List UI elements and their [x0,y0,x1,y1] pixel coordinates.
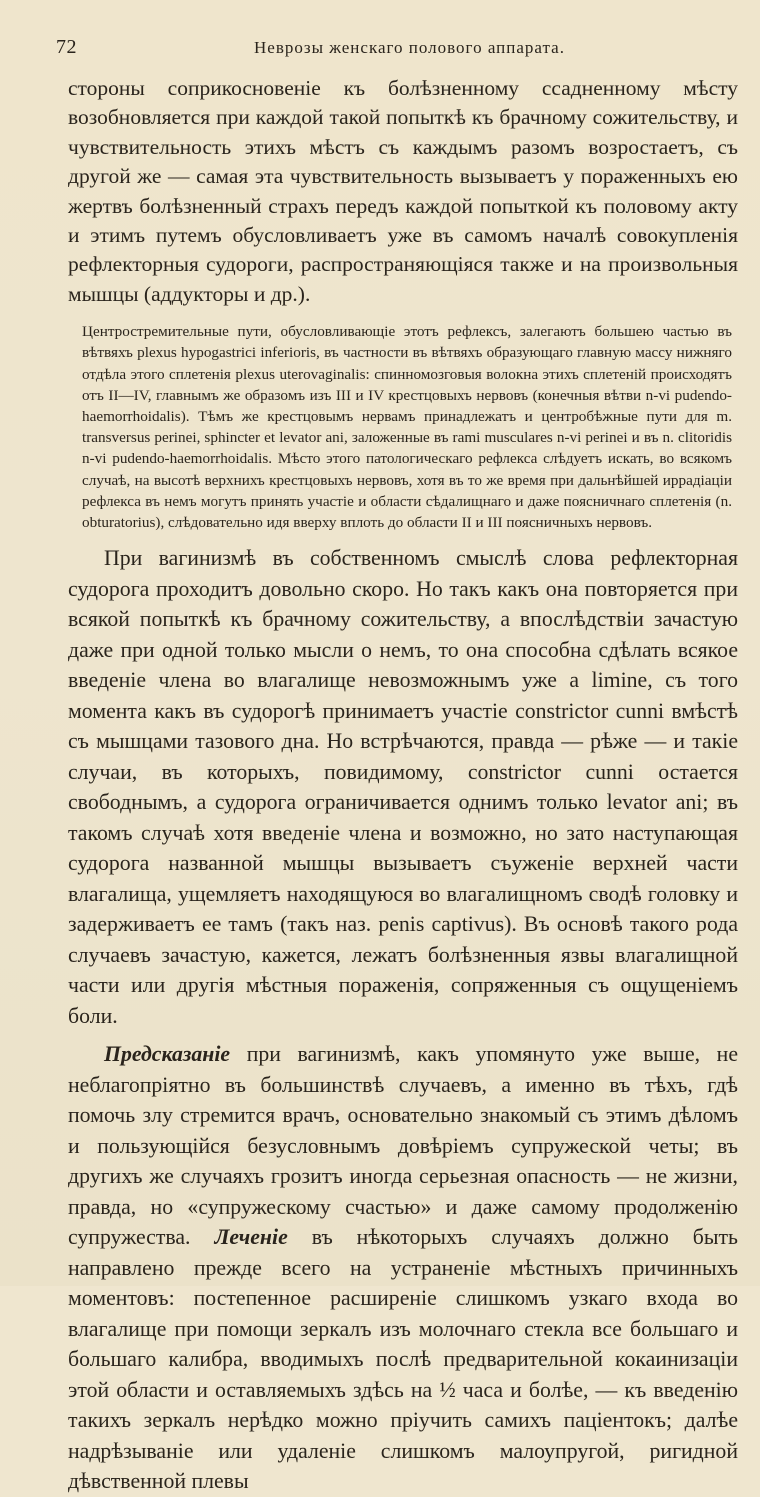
page-number: 72 [56,36,77,58]
heading-prognosis: Предсказаніе [104,1042,231,1067]
paragraph-3 [68,1039,738,1497]
paragraph-3-text-b: въ нѣкоторыхъ случаяхъ должно быть направлено прежде всего на устраненіе мѣстныхъ причинныхъ моментовъ: постепенное расширеніе слишкомъ узкаго входа во влагалище при помощи зеркалъ изъ молочнаго стекла все большаго и большаго калибра, вводимыхъ послѣ предварительной кокаинизаціи этой области и оставляемыхъ здѣсь на ½ часа и болѣе, — къ введенію такихъ зеркалъ нерѣдко можно пріучить самихъ паціентокъ; далѣе надрѣзываніе или удаленіе слишкомъ малоупругой, ригидной дѣвственной плевы [68,1225,738,1494]
running-title: Неврозы женскаго полового аппарата. [254,38,565,57]
heading-treatment: Леченіе [214,1225,288,1250]
footnote-paragraph: Центростремительные пути, обусловливающіе этотъ рефлексъ, залегаютъ большею частью въ вѣтвяхъ plexus hypogastrici inferioris, въ частности въ вѣтвяхъ образующаго главную массу нижняго отдѣла этого сплетенія plexus uterovaginalis: спинномозговыя волокна этихъ сплетеній происходятъ отъ II—IV, главнымъ же образомъ изъ III и IV крестцовыхъ нервовъ (конечныя вѣтви n-vi pudendo-haemorrhoidalis). Тѣмъ же крестцовымъ нервамъ принадлежатъ и центробѣжные пути для m. transversus perinei, sphincter et levator ani, заложенные въ rami musculares n-vi perinei и въ n. clitoridis n-vi pudendo-haemorrhoidalis. Мѣсто этого патологическаго рефлекса слѣдуетъ искать, во всякомъ случаѣ, на высотѣ верхнихъ крестцовыхъ нервовъ, хотя въ то же время при дальнѣйшей иррадіаціи рефлекса въ немъ могутъ принять участіе и области сѣдалищнаго и даже поясничнаго сплетенія (n. obturatorius), слѣдовательно идя вверху вплоть до области II и III поясничныхъ нервовъ. [82,323,732,532]
paragraph-1: стороны соприкосновеніе къ болѣзненному ссадненному мѣсту возобновляется при каждой такой попыткѣ къ брачному сожительству, и чувствительность этихъ мѣстъ съ каждымъ разомъ возростаетъ, съ другой же — самая эта чувствительность вызываетъ у пораженныхъ ею жертвъ болѣзненный страхъ передъ каждой попыткой къ половому акту и этимъ путемъ обусловливаетъ уже въ самомъ началѣ совокупленія рефлекторныя судороги, распространяющіяся также и на произвольныя мышцы (аддукторы и др.). [68,76,738,306]
paragraph-2: При вагинизмѣ въ собственномъ смыслѣ слова рефлекторная судорога проходитъ довольно скоро. Но такъ какъ она повторяется при всякой попыткѣ къ брачному сожительству, а впослѣдствіи зачастую даже при одной только мысли о немъ, то она способна сдѣлать всякое введеніе члена во влагалище невозможнымъ уже a limine, съ того момента какъ въ судорогѣ принимаетъ участіе constrictor cunni вмѣстѣ съ мышцами тазового дна. Но встрѣчаются, правда — рѣже — и такіе случаи, въ которыхъ, повидимому, constrictor cunni остается свободнымъ, а судорога ограничивается однимъ только levator ani; въ такомъ случаѣ хотя введеніе члена и возможно, но зато наступающая судорога названной мышцы вызываетъ съуженіе верхней части влагалища, ущемляетъ находящуюся во влагалищномъ сводѣ головку и задерживаетъ ее тамъ (такъ наз. penis captivus). Въ основѣ такого рода случаевъ зачастую, кажется, лежатъ болѣзненныя язвы влагалищной части или другія мѣстныя пораженія, сопряженныя съ ощущеніемъ боли. [68,546,738,1028]
paragraph-3-text-a: при вагинизмѣ, какъ упомянуто уже выше, не неблагопріятно въ большинствѣ случаевъ, а именно въ тѣхъ, гдѣ помочь злу стремится врачъ, основательно знакомый съ этимъ дѣломъ и пользующійся безусловнымъ довѣріемъ супружеской четы; въ другихъ же случаяхъ грозитъ иногда серьезная опасность — не жизни, правда, но «супружескому счастью» и даже самому продолженію супружества. [68,1042,738,1250]
running-head [56,34,738,74]
